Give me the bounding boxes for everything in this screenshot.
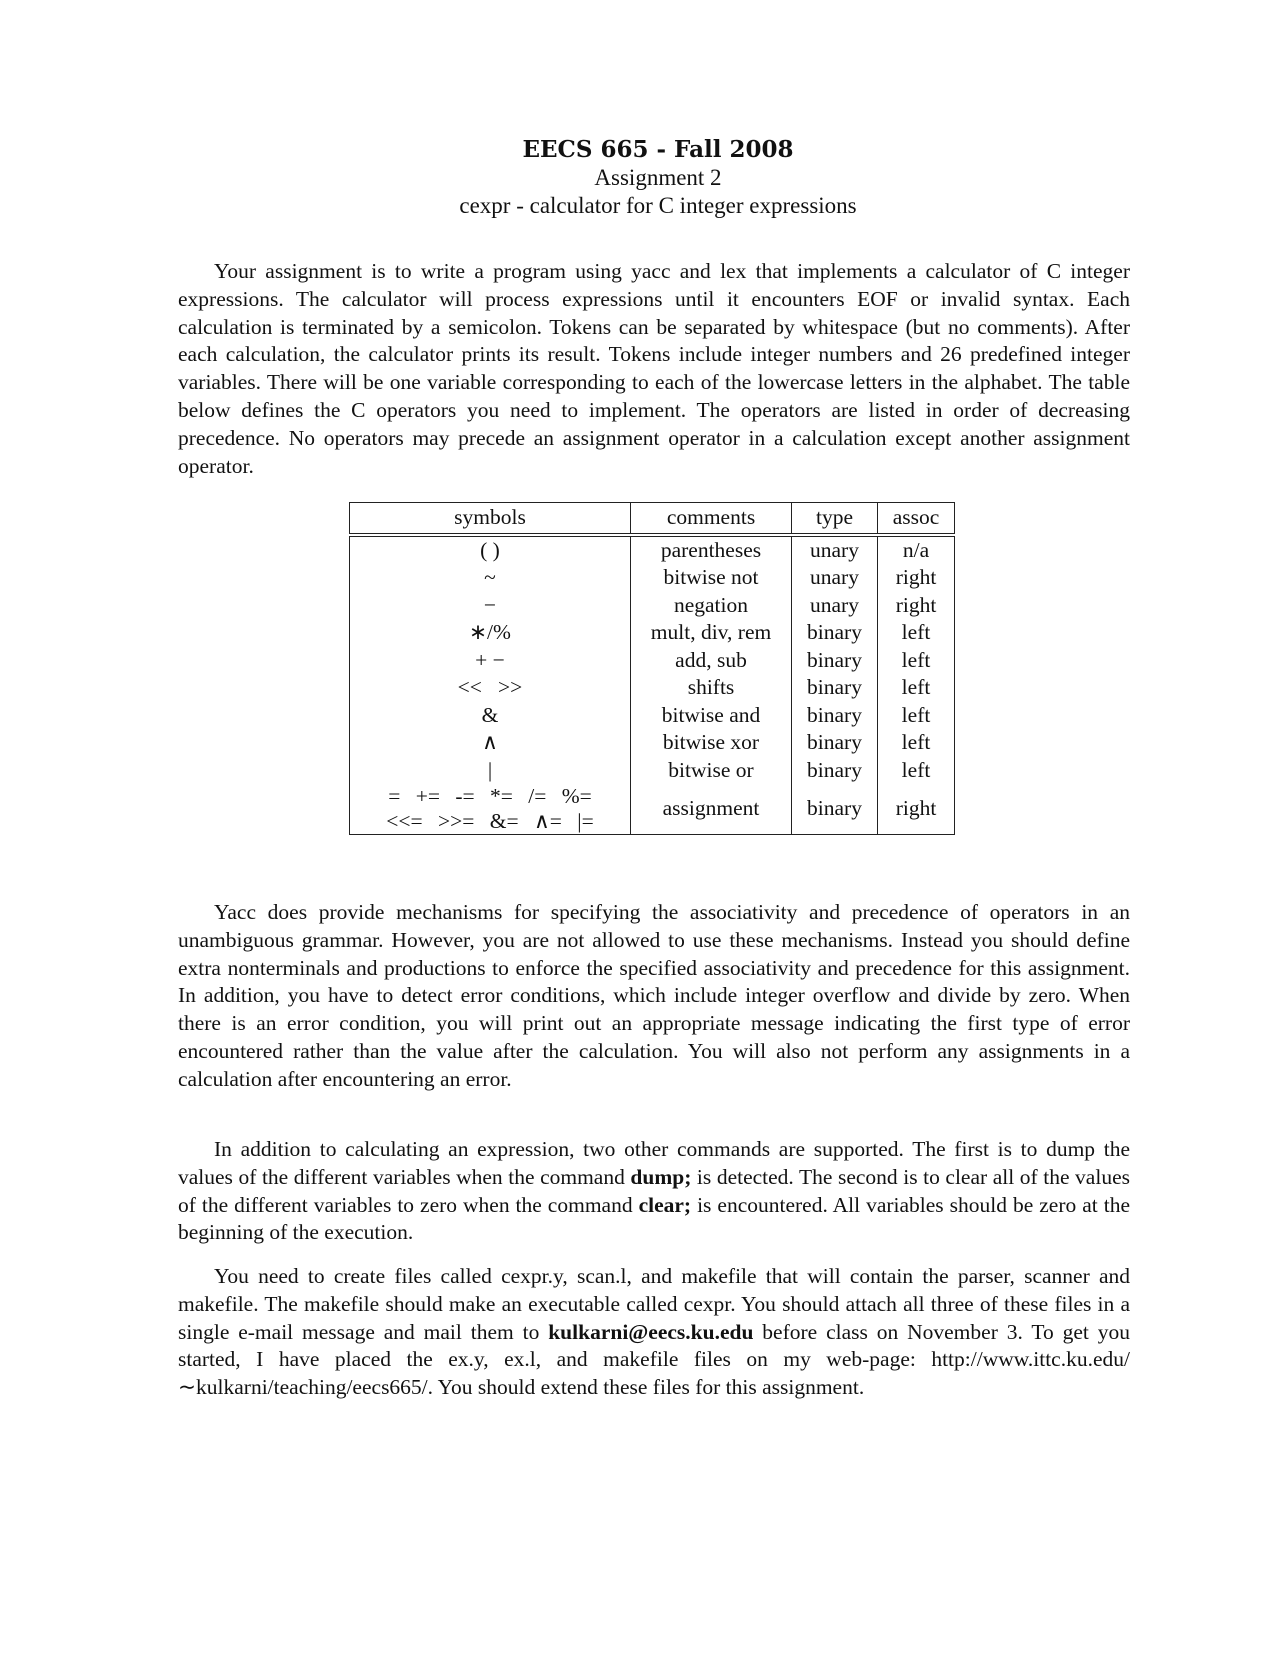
cell-comments: parentheses [631,535,792,565]
commands-text-2: is detected. The second is to clear all of the values of the different variables to zero when the command [178,1164,1130,1217]
table-row [350,757,955,785]
table-row [350,729,955,757]
cell-type: unary [792,564,878,592]
cell-type: unary [792,592,878,620]
assignment-symbols-line-1: = += -= *= /= %= [388,784,592,808]
cell-type: binary [792,757,878,785]
course-title: EECS 665 - Fall 2008 [522,136,794,163]
cell-symbols: & [350,702,631,730]
commands-paragraph [178,1136,1130,1247]
header-assoc: assoc [878,503,955,535]
table-header-row [350,503,955,535]
clear-command: clear; [638,1192,692,1217]
precedence-paragraph: Yacc does provide mechanisms for specifying the associativity and precedence of operators in an unambiguous grammar. However, you are not allowed to use these mechanisms. Instead you should define extra nonterminals and productions to enforce the specified associativity and precedence for this assignment. In addition, you have to detect error conditions, which include integer overflow and divide by zero. When there is an error condition, you will print out an appropriate message indicating the first type of error encountered rather than the value after the calculation. You will also not perform any assignments in a calculation after encountering an error. [178,900,1130,1091]
cell-type: unary [792,535,878,565]
cell-comments: mult, div, rem [631,619,792,647]
cell-symbols: ( ) [350,535,631,565]
cell-symbols: − [350,592,631,620]
cell-comments: bitwise xor [631,729,792,757]
assignment-subtitle: cexpr - calculator for C integer expressions [459,193,857,218]
submission-text-1: You need to create files called cexpr.y, scan.l, and makefile that will contain the parser, scanner and makefile. The makefile should make an executable called cexpr. You should attach all three of these files in a single e-mail message and mail them to [178,1264,1130,1344]
cell-comments: bitwise and [631,702,792,730]
cell-symbols: ~ [350,564,631,592]
assignment-symbols-line-2: <<= >>= &= ∧= |= [386,809,594,833]
cell-type: binary [792,784,878,835]
cell-type: binary [792,619,878,647]
operator-table [349,502,955,835]
commands-text-3: is encountered. All variables should be zero at the beginning of the execution. [178,1192,1130,1245]
cell-comments: add, sub [631,647,792,675]
commands-text-1: In addition to calculating an expression, two other commands are supported. The first is to dump the values of the different variables when the command [178,1137,1130,1189]
cell-assoc: left [878,647,955,675]
cell-symbols [350,784,631,835]
cell-assoc: right [878,592,955,620]
cell-type: binary [792,702,878,730]
table-row [350,674,955,702]
assignment-number: Assignment 2 [594,165,722,190]
cell-comments: bitwise or [631,757,792,785]
table-row [350,702,955,730]
cell-symbols: + − [350,647,631,675]
cell-assoc: left [878,729,955,757]
intro-paragraph: Your assignment is to write a program using yacc and lex that implements a calculator of C integer expressions. The calculator will process expressions until it encounters EOF or invalid syntax. Each calculation is terminated by a semicolon. Tokens can be separated by whitespace (but no comments). After each calculation, the calculator prints its result. Tokens include integer numbers and 26 predefined integer variables. There will be one variable corresponding to each of the lowercase letters in the alphabet. The table below defines the C operators you need to implement. The operators are listed in order of decreasing precedence. No operators may precede an assignment operator in a calculation except another assignment operator. [178,259,1130,478]
cell-type: binary [792,729,878,757]
cell-symbols: | [350,757,631,785]
cell-assoc: left [878,674,955,702]
cell-comments: negation [631,592,792,620]
cell-assoc: left [878,757,955,785]
cell-comments: bitwise not [631,564,792,592]
header-symbols: symbols [350,503,631,535]
table-row [350,535,955,565]
submission-text-2: before class on November 3. To get you started, I have placed the ex.y, ex.l, and makefile files on my web-page: http://www.ittc.ku.edu/∼kulkarni/teaching/eecs665/. You should extend these files for this assignment. [178,1319,1131,1400]
cell-assoc: left [878,619,955,647]
cell-assoc: right [878,784,955,835]
cell-comments: assignment [631,784,792,835]
table-row [350,564,955,592]
cell-assoc: n/a [878,535,955,565]
cell-assoc: right [878,564,955,592]
table-row [350,784,955,835]
cell-type: binary [792,674,878,702]
table-row [350,619,955,647]
header-type: type [792,503,878,535]
dump-command: dump; [630,1164,692,1189]
table-row [350,647,955,675]
header-comments: comments [631,503,792,535]
submission-paragraph [178,1263,1130,1402]
cell-symbols: << >> [350,674,631,702]
cell-symbols: ∧ [350,729,631,757]
submission-email: kulkarni@eecs.ku.edu [548,1319,754,1344]
cell-comments: shifts [631,674,792,702]
table-row [350,592,955,620]
cell-assoc: left [878,702,955,730]
document-header [0,136,1280,220]
cell-symbols: ∗/% [350,619,631,647]
cell-type: binary [792,647,878,675]
